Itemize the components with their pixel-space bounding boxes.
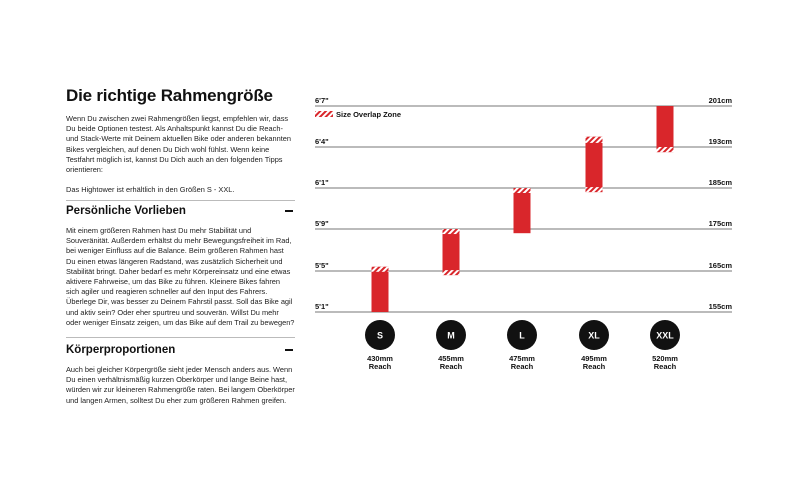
overlap-zone-top: [586, 137, 603, 143]
sizes-note: Das Hightower ist erhältlich in den Größen S - XXL.: [66, 185, 235, 195]
height-label-metric: 175cm: [708, 219, 732, 228]
legend: [315, 110, 401, 119]
reach-value: 430mm: [367, 354, 393, 363]
size-label: M: [447, 330, 455, 341]
reach-value: 495mm: [581, 354, 607, 363]
size-bar-xxl: [657, 106, 674, 152]
size-bar-s: [372, 267, 389, 312]
height-label-imperial: 5'9": [315, 219, 329, 228]
reach-value: 475mm: [509, 354, 535, 363]
reach-value: 455mm: [438, 354, 464, 363]
reach-label: Reach: [653, 362, 677, 371]
size-label: L: [519, 330, 525, 341]
overlap-zone-top: [514, 188, 531, 193]
accordion-title: Persönliche Vorlieben: [66, 205, 186, 217]
size-bar-xl: [586, 137, 603, 192]
overlap-zone-bottom: [443, 270, 460, 275]
legend-swatch: [315, 111, 333, 117]
intro-text: Wenn Du zwischen zwei Rahmengrößen liegst, empfehlen wir, dass Du beide Optionen testest. Als Anhaltspunkt kannst Du die Reach- und Stack-Werte mit Deinem aktuellen Bike oder anderen bekannten Bikes vergleichen, auf denen Du Dich wohl fühlst. Wenn keine Testfahrt möglich ist, kannst Du Dich auch an den folgenden Tipps orientieren:: [66, 114, 291, 175]
size-label: XXL: [656, 330, 674, 341]
height-label-metric: 193cm: [708, 137, 732, 146]
size-bar-l: [514, 188, 531, 233]
overlap-zone-top: [443, 229, 460, 234]
page-title: Die richtige Rahmengröße: [66, 86, 273, 105]
reach-label: Reach: [368, 362, 392, 371]
height-label-imperial: 6'7": [315, 96, 329, 105]
overlap-zone-bottom: [657, 147, 674, 152]
size-bar-m: [443, 229, 460, 275]
height-label-metric: 201cm: [708, 96, 732, 105]
accordion-text: Mit einem größeren Rahmen hast Du mehr Stabilität und Souveränität. Außerdem erhältst du mehr Bewegungsfreiheit im Rad, bei weniger Einfluss auf die Balance. Beim größeren Rahmen hast Du einen etwas längeren Radstand, was zusätzlich Sicherheit und Stabilität bringt. Daher bedarf es mehr Körpereinsatz und eine etwas aktivere Fahrweise, um das Bike zu führen. Kleinere Bikes fahren sich agiler und reagieren schneller auf den Input des Fahrers. Überlege Dir, was besser zu Deinem Fahrstil passt. Soll das Bike agil und aktiv sein? Oder eher spurtreu und souverän. Willst Du mehr oder weniger Einsatz zeigen, um das Bike auf dem Trail zu bewegen?: [66, 226, 295, 327]
height-label-imperial: 6'4": [315, 137, 329, 146]
legend-label: Size Overlap Zone: [336, 110, 402, 119]
height-label-imperial: 5'5": [315, 261, 329, 270]
accordion-text: Auch bei gleicher Körpergröße sieht jeder Mensch anders aus. Wenn Du einen verhältnismäßig kurzen Oberkörper und lange Beine hast, würden wir zur kleineren Rahmengröße raten. Bei langem Oberkörper und langen Armen, solltest Du eher zum größeren Rahmen greifen.: [66, 365, 295, 405]
height-label-imperial: 5'1": [315, 302, 329, 311]
overlap-zone-bottom: [586, 187, 603, 192]
height-label-metric: 185cm: [708, 178, 732, 187]
size-label: S: [376, 330, 384, 341]
overlap-zone-top: [372, 267, 389, 272]
height-label-imperial: 6'1": [315, 178, 329, 187]
size-label: XL: [588, 330, 600, 341]
height-label-metric: 155cm: [708, 302, 732, 311]
reach-label: Reach: [510, 362, 534, 371]
reach-label: Reach: [439, 362, 463, 371]
reach-value: 520mm: [652, 354, 678, 363]
accordion-title: Körperproportionen: [66, 344, 176, 356]
reach-label: Reach: [582, 362, 606, 371]
height-label-metric: 165cm: [708, 261, 732, 270]
